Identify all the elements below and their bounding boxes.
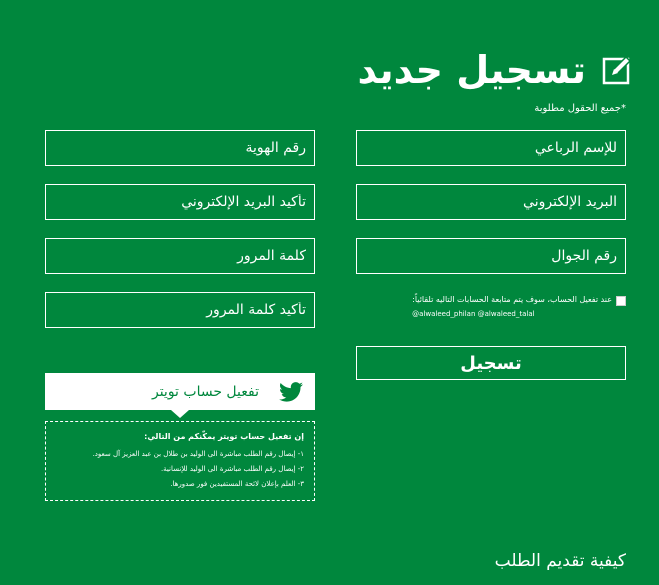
- twitter-activate-label: تفعيل حساب تويتر: [151, 383, 259, 400]
- follow-accounts-handles: @alwaleed_philan @alwaleed_talal: [412, 310, 535, 318]
- pencil-edit-icon: [602, 55, 632, 85]
- password-field[interactable]: [45, 238, 315, 274]
- follow-accounts-text: [412, 294, 612, 319]
- email-field[interactable]: [356, 184, 626, 220]
- register-submit-button[interactable]: تسجيل: [356, 346, 626, 380]
- follow-accounts-checkbox[interactable]: [616, 296, 626, 306]
- required-fields-note: *جميع الحقول مطلوبة: [534, 103, 626, 114]
- twitter-bird-icon: [279, 382, 303, 402]
- password-confirm-field[interactable]: [45, 292, 315, 328]
- twitter-benefits-heading: إن تفعيل حساب تويتر يمكّنكم من التالي:: [144, 432, 304, 441]
- page-title-text: تسجيل جديد: [357, 48, 586, 92]
- twitter-benefit-item: ١- إيصال رقم الطلب مباشرة الى الوليد بن طلال بن عبد العزيز آل سعود.: [92, 450, 304, 458]
- email-confirm-field[interactable]: [45, 184, 315, 220]
- how-to-apply-heading: كيفية تقديم الطلب: [494, 551, 626, 571]
- follow-accounts-label: عند تفعيل الحساب، سوف يتم متابعة الحسابات التاليه تلقائياً:: [412, 295, 612, 304]
- twitter-activate-button[interactable]: [45, 373, 315, 410]
- twitter-benefit-item: ٣- العلم بإعلان لائحة المستفيدين فور صدورها.: [170, 480, 304, 488]
- twitter-benefit-item: ٢- إيصال رقم الطلب مباشرة الى الوليد للإنسانية.: [160, 465, 304, 473]
- national-id-field[interactable]: [45, 130, 315, 166]
- mobile-field[interactable]: [356, 238, 626, 274]
- page-title: [357, 40, 632, 100]
- twitter-benefits-box: [45, 421, 315, 501]
- full-name-field[interactable]: [356, 130, 626, 166]
- follow-accounts-option: [391, 294, 626, 319]
- tooltip-pointer: [171, 410, 189, 418]
